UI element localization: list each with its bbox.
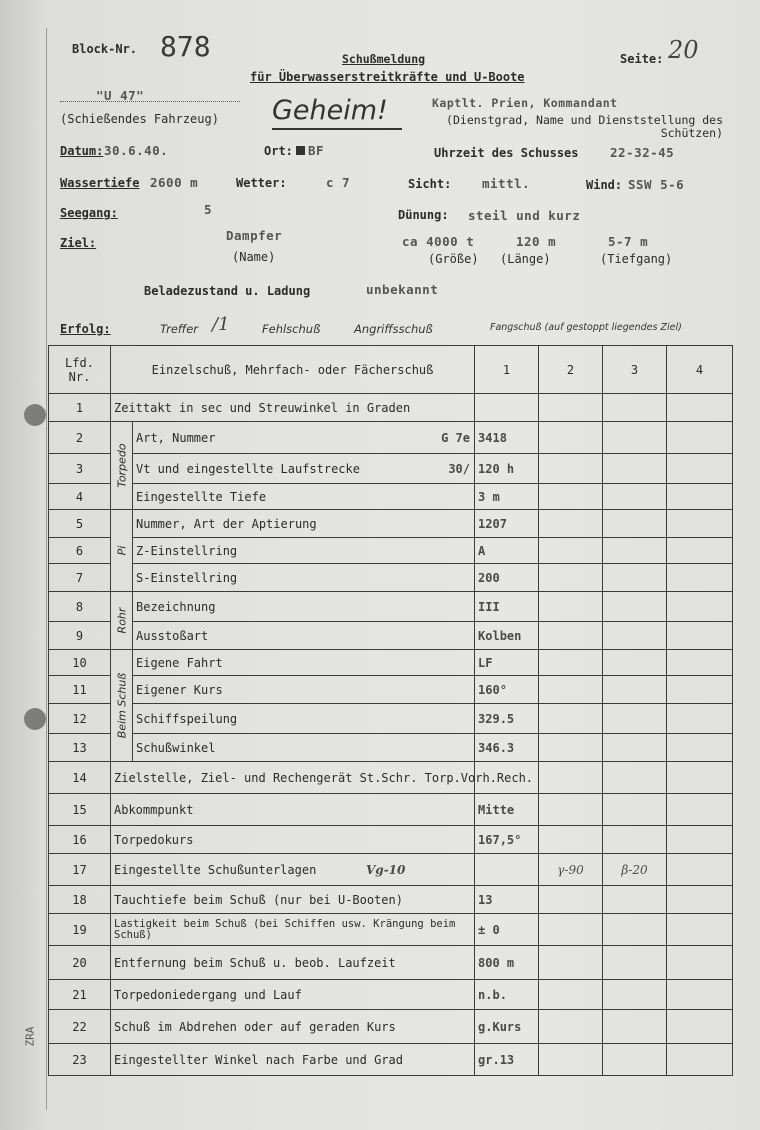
- page-label: Seite:: [620, 52, 664, 66]
- group-label-beim_schuss: [111, 650, 133, 762]
- wind-label: Wind:: [586, 178, 623, 192]
- group-label-pi: [111, 510, 133, 592]
- shot-4-value: [667, 510, 733, 538]
- shot-3-value: [603, 676, 667, 704]
- table-row: [49, 422, 733, 454]
- wind-value: SSW 5-6: [628, 177, 685, 192]
- column-header-lfd: [49, 346, 111, 394]
- depth-value: 2600 m: [150, 175, 199, 190]
- shot-2-value: [539, 946, 603, 980]
- table-row: [49, 762, 733, 794]
- shot-1-value: LF: [475, 650, 539, 676]
- row-label: [111, 794, 475, 826]
- row-label-text: Zielstelle, Ziel- und Rechengerät St.Schr. Torp.Vorh.Rech.: [114, 770, 534, 785]
- shot-3-value: [603, 734, 667, 762]
- row-number: 14: [49, 762, 111, 794]
- shot-2-value: [539, 592, 603, 622]
- result-label: Erfolg:: [60, 322, 111, 336]
- swell-label: Dünung:: [398, 208, 449, 222]
- row-label: [111, 394, 475, 422]
- form-subtitle: für Überwasserstreitkräfte und U-Boote: [250, 70, 525, 84]
- row-number: 20: [49, 946, 111, 980]
- shot-4-value: [667, 762, 733, 794]
- row-label: [111, 980, 475, 1010]
- row-number: 9: [49, 622, 111, 650]
- shot-3-value: [603, 592, 667, 622]
- shot-4-value: [667, 914, 733, 946]
- target-size-value: ca 4000 t: [402, 234, 475, 249]
- shot-2-value: [539, 484, 603, 510]
- row-number: 17: [49, 854, 111, 886]
- column-header-shot-1: 1: [475, 346, 539, 394]
- row-number: 23: [49, 1044, 111, 1076]
- secret-stamp: Geheim!: [272, 95, 388, 126]
- shot-2-value: [539, 394, 603, 422]
- row-label: [133, 422, 475, 454]
- result-hit: Treffer: [160, 322, 199, 336]
- shot-1-value: 200: [475, 564, 539, 592]
- column-header-description: [111, 346, 475, 394]
- shot-4-value: [667, 734, 733, 762]
- place-box-icon: [296, 146, 305, 155]
- shot-4-value: [667, 980, 733, 1010]
- shot-4-value: [667, 454, 733, 484]
- time-label: Uhrzeit des Schusses: [434, 146, 579, 160]
- shot-2-value: [539, 886, 603, 914]
- result-catch: Fangschuß (auf gestoppt liegendes Ziel): [490, 322, 682, 333]
- shot-4-value: [667, 622, 733, 650]
- row-label: [133, 622, 475, 650]
- shot-2-value: [539, 538, 603, 564]
- shot-1-value: g.Kurs: [475, 1010, 539, 1044]
- shot-1-value: 13: [475, 886, 539, 914]
- table-row: [49, 734, 733, 762]
- table-row: [49, 914, 733, 946]
- shot-1-value: n.b.: [475, 980, 539, 1010]
- shot-3-value: [603, 886, 667, 914]
- column-header-shot-4: 4: [667, 346, 733, 394]
- row-number: 15: [49, 794, 111, 826]
- table-row: [49, 980, 733, 1010]
- target-value: Dampfer: [226, 228, 283, 243]
- shot-1-value: A: [475, 538, 539, 564]
- row-label: [133, 676, 475, 704]
- row-label: [111, 762, 534, 794]
- depth-label: Wassertiefe: [60, 176, 140, 190]
- row-label-text: Schuß im Abdrehen oder auf geraden Kurs: [114, 1019, 396, 1034]
- shot-3-value: [603, 538, 667, 564]
- row-number: 8: [49, 592, 111, 622]
- table-row: [49, 704, 733, 734]
- row-label-text: Vt und eingestellte Laufstrecke: [136, 461, 360, 476]
- row-number: 10: [49, 650, 111, 676]
- row-number: 11: [49, 676, 111, 704]
- shot-2-value: [539, 980, 603, 1010]
- shot-1-value: 346.3: [475, 734, 539, 762]
- row-label: [133, 704, 475, 734]
- shot-4-value: [667, 564, 733, 592]
- target-label: Ziel:: [60, 236, 97, 250]
- shot-4-value: [667, 826, 733, 854]
- target-draft-value: 5-7 m: [608, 234, 649, 249]
- shot-3-value: [603, 484, 667, 510]
- shot-3-value: [603, 980, 667, 1010]
- shot-1-value: Mitte: [475, 794, 539, 826]
- shot-4-value: [667, 422, 733, 454]
- row-number: 22: [49, 1010, 111, 1044]
- shot-4-value: [667, 650, 733, 676]
- shot-4-value: [667, 704, 733, 734]
- shot-2-value: [539, 622, 603, 650]
- shot-1-value: 3418: [475, 422, 539, 454]
- shot-1-value: [475, 854, 539, 886]
- date-label: Datum:: [60, 144, 104, 158]
- row-number: 1: [49, 394, 111, 422]
- row-label-text: Lastigkeit beim Schuß (bei Schiffen usw. Krängung beim Schuß): [114, 917, 456, 941]
- row-label: [133, 592, 475, 622]
- shot-4-value: [667, 676, 733, 704]
- table-row: [49, 564, 733, 592]
- shot-1-value: ± 0: [475, 914, 539, 946]
- result-miss: Fehlschuß: [262, 322, 321, 336]
- shot-table: [48, 345, 733, 1076]
- result-hit-value: /1: [212, 314, 230, 335]
- shot-1-value: 800 m: [475, 946, 539, 980]
- shot-3-value: [603, 826, 667, 854]
- row-label-text: Eingestellte Tiefe: [136, 489, 267, 504]
- shot-1-value: 160°: [475, 676, 539, 704]
- row-label-text: Eingestellte Schußunterlagen: [114, 862, 317, 877]
- rank-value: Kaptlt. Prien, Kommandant: [432, 96, 618, 110]
- secret-underline: [272, 128, 402, 130]
- table-row: [49, 854, 733, 886]
- table-row: [49, 1010, 733, 1044]
- shot-4-value: [667, 794, 733, 826]
- row-label: [133, 650, 475, 676]
- row-label-text: Eigener Kurs: [136, 682, 223, 697]
- table-row: [49, 538, 733, 564]
- shot-4-value: [667, 946, 733, 980]
- shot-4-value: [667, 886, 733, 914]
- shot-3-value: [603, 794, 667, 826]
- shot-3-value: [603, 454, 667, 484]
- row-number: 6: [49, 538, 111, 564]
- table-row: [49, 886, 733, 914]
- row-label: [111, 854, 475, 886]
- row-label: [111, 914, 475, 946]
- shot-1-value: 3 m: [475, 484, 539, 510]
- row-number: 19: [49, 914, 111, 946]
- group-label-rohr: [111, 592, 133, 650]
- shot-1-value: gr.13: [475, 1044, 539, 1076]
- row-label: [133, 484, 475, 510]
- weather-value: c 7: [326, 175, 351, 190]
- row-label-text: Schiffspeilung: [136, 711, 238, 726]
- page-number: 20: [668, 36, 699, 64]
- row-label: [111, 946, 475, 980]
- column-header-shot-2: 2: [539, 346, 603, 394]
- target-length-value: 120 m: [516, 234, 557, 249]
- weather-label: Wetter:: [236, 176, 287, 190]
- table-row: [49, 510, 733, 538]
- form-title: Schußmeldung: [342, 52, 426, 66]
- row-label: [111, 1010, 475, 1044]
- row-label-text: Bezeichnung: [136, 599, 216, 614]
- row-label-text: Torpedokurs: [114, 832, 194, 847]
- shot-1-value: 120 h: [475, 454, 539, 484]
- group-label-text: Pi: [115, 545, 128, 555]
- shot-2-value: [539, 734, 603, 762]
- shot-3-value: [603, 946, 667, 980]
- target-length-caption: (Länge): [500, 252, 551, 266]
- shot-4-value: [667, 1010, 733, 1044]
- row-prefix-value: G 7e: [441, 430, 471, 445]
- group-label-text: Beim Schuß: [115, 672, 128, 738]
- row-label-text: Schußwinkel: [136, 740, 216, 755]
- shot-3-value: [603, 1044, 667, 1076]
- row-label-text: Torpedoniedergang und Lauf: [114, 987, 302, 1002]
- row-label: [111, 826, 475, 854]
- sight-label: Sicht:: [408, 177, 452, 191]
- shot-4-value: [667, 1044, 733, 1076]
- shot-1-value: 329.5: [475, 704, 539, 734]
- shot-2-value: [539, 794, 603, 826]
- result-attack: Angriffsschuß: [354, 322, 433, 336]
- shot-2-value: [539, 1010, 603, 1044]
- table-row: [49, 946, 733, 980]
- group-label-text: Torpedo: [115, 442, 128, 488]
- row-label-text: Nummer, Art der Aptierung: [136, 516, 317, 531]
- shot-2-value: [539, 650, 603, 676]
- column-header-shot-3: 3: [603, 346, 667, 394]
- sight-value: mittl.: [482, 176, 531, 191]
- shot-3-value: β-20: [603, 854, 667, 886]
- punch-hole: [24, 404, 46, 426]
- row-label: [111, 1044, 475, 1076]
- row-number: 18: [49, 886, 111, 914]
- row-label-text: Abkommpunkt: [114, 802, 194, 817]
- row-number: 3: [49, 454, 111, 484]
- row-number: 7: [49, 564, 111, 592]
- target-draft-caption: (Tiefgang): [600, 252, 673, 266]
- table-row: [49, 484, 733, 510]
- shot-1-value: 1207: [475, 510, 539, 538]
- row-number: 5: [49, 510, 111, 538]
- shot-1-value: 167,5°: [475, 826, 539, 854]
- shot-1-value: Kolben: [475, 622, 539, 650]
- table-row: [49, 826, 733, 854]
- target-name-caption: (Name): [232, 250, 276, 264]
- load-value: unbekannt: [366, 282, 439, 297]
- table-row: [49, 794, 733, 826]
- block-number: 878: [160, 30, 211, 63]
- row-label: [133, 564, 475, 592]
- row-label-text: Ausstoßart: [136, 628, 209, 643]
- block-label: Block-Nr.: [72, 42, 138, 56]
- row-number: 4: [49, 484, 111, 510]
- shot-2-value: [539, 564, 603, 592]
- shot-3-value: [603, 704, 667, 734]
- shot-3-value: [603, 394, 667, 422]
- row-label: [133, 454, 475, 484]
- row-number: 21: [49, 980, 111, 1010]
- shot-3-value: [603, 622, 667, 650]
- shot-3-value: [603, 914, 667, 946]
- row-label-text: Eigene Fahrt: [136, 655, 223, 670]
- row-label-text: Z-Einstellring: [136, 543, 238, 558]
- column-header-lfd-label: Lfd. Nr.: [65, 355, 94, 384]
- table-row: [49, 1044, 733, 1076]
- table-row: [49, 394, 733, 422]
- shot-4-value: [667, 538, 733, 564]
- row-prefix-value: 30/: [448, 461, 471, 476]
- shot-4-value: [667, 854, 733, 886]
- vessel-value: "U 47": [96, 88, 145, 103]
- table-row: [49, 676, 733, 704]
- group-label-torpedo: [111, 422, 133, 510]
- column-header-description-label: Einzelschuß, Mehrfach- oder Fächerschuß: [151, 362, 434, 377]
- shot-4-value: [667, 592, 733, 622]
- row-label-text: S-Einstellring: [136, 570, 238, 585]
- target-size-caption: (Größe): [428, 252, 479, 266]
- rank-caption: (Dienstgrad, Name und Dienststellung des Schützen): [446, 113, 723, 140]
- row-number: 16: [49, 826, 111, 854]
- shot-2-value: [539, 676, 603, 704]
- row-label: [133, 538, 475, 564]
- row-label-text: Tauchtiefe beim Schuß (nur bei U-Booten): [114, 892, 403, 907]
- row-label-text: Entfernung beim Schuß u. beob. Laufzeit: [114, 955, 396, 970]
- load-label: Beladezustand u. Ladung: [144, 284, 311, 298]
- row-number: 2: [49, 422, 111, 454]
- time-value: 22-32-45: [610, 145, 675, 160]
- vessel-caption: (Schießendes Fahrzeug): [60, 112, 219, 126]
- shot-3-value: [603, 422, 667, 454]
- margin-rule: [46, 28, 47, 1110]
- row-number: 12: [49, 704, 111, 734]
- shot-1-value: III: [475, 592, 539, 622]
- row-label-text: Zeittakt in sec und Streuwinkel in Graden: [114, 400, 411, 415]
- shot-2-value: [539, 454, 603, 484]
- margin-note: ZRA: [23, 1026, 37, 1047]
- shot-3-value: [603, 564, 667, 592]
- table-row: [49, 622, 733, 650]
- vessel-line: [60, 100, 240, 102]
- shot-3-value: [603, 510, 667, 538]
- row-prefix-value: Vg-10: [366, 862, 406, 877]
- date-value: 30.6.40.: [104, 143, 169, 158]
- group-label-text: Rohr: [115, 607, 128, 633]
- shot-2-value: γ-90: [539, 854, 603, 886]
- place-label: Ort:: [264, 144, 293, 158]
- table-row: [49, 592, 733, 622]
- shot-2-value: [539, 826, 603, 854]
- place-value: BF: [308, 143, 325, 158]
- punch-hole: [24, 708, 46, 730]
- row-label: [111, 886, 475, 914]
- shot-2-value: [539, 914, 603, 946]
- swell-value: steil und kurz: [468, 208, 581, 223]
- shot-2-value: [539, 1044, 603, 1076]
- row-label: [133, 510, 475, 538]
- row-label-text: Art, Nummer: [136, 430, 216, 445]
- row-label-text: Eingestellter Winkel nach Farbe und Grad: [114, 1052, 403, 1067]
- shot-2-value: [539, 422, 603, 454]
- sea-value: 5: [204, 202, 213, 217]
- sea-label: Seegang:: [60, 206, 118, 220]
- row-label: [133, 734, 475, 762]
- table-row: [49, 454, 733, 484]
- shot-1-value: [475, 394, 539, 422]
- table-header-row: [49, 346, 733, 394]
- shot-2-value: [539, 510, 603, 538]
- shot-3-value: [603, 1010, 667, 1044]
- shot-2-value: [539, 762, 603, 794]
- shot-3-value: [603, 762, 667, 794]
- shot-3-value: [603, 650, 667, 676]
- shot-4-value: [667, 394, 733, 422]
- shot-2-value: [539, 704, 603, 734]
- shot-4-value: [667, 484, 733, 510]
- row-number: 13: [49, 734, 111, 762]
- table-row: [49, 650, 733, 676]
